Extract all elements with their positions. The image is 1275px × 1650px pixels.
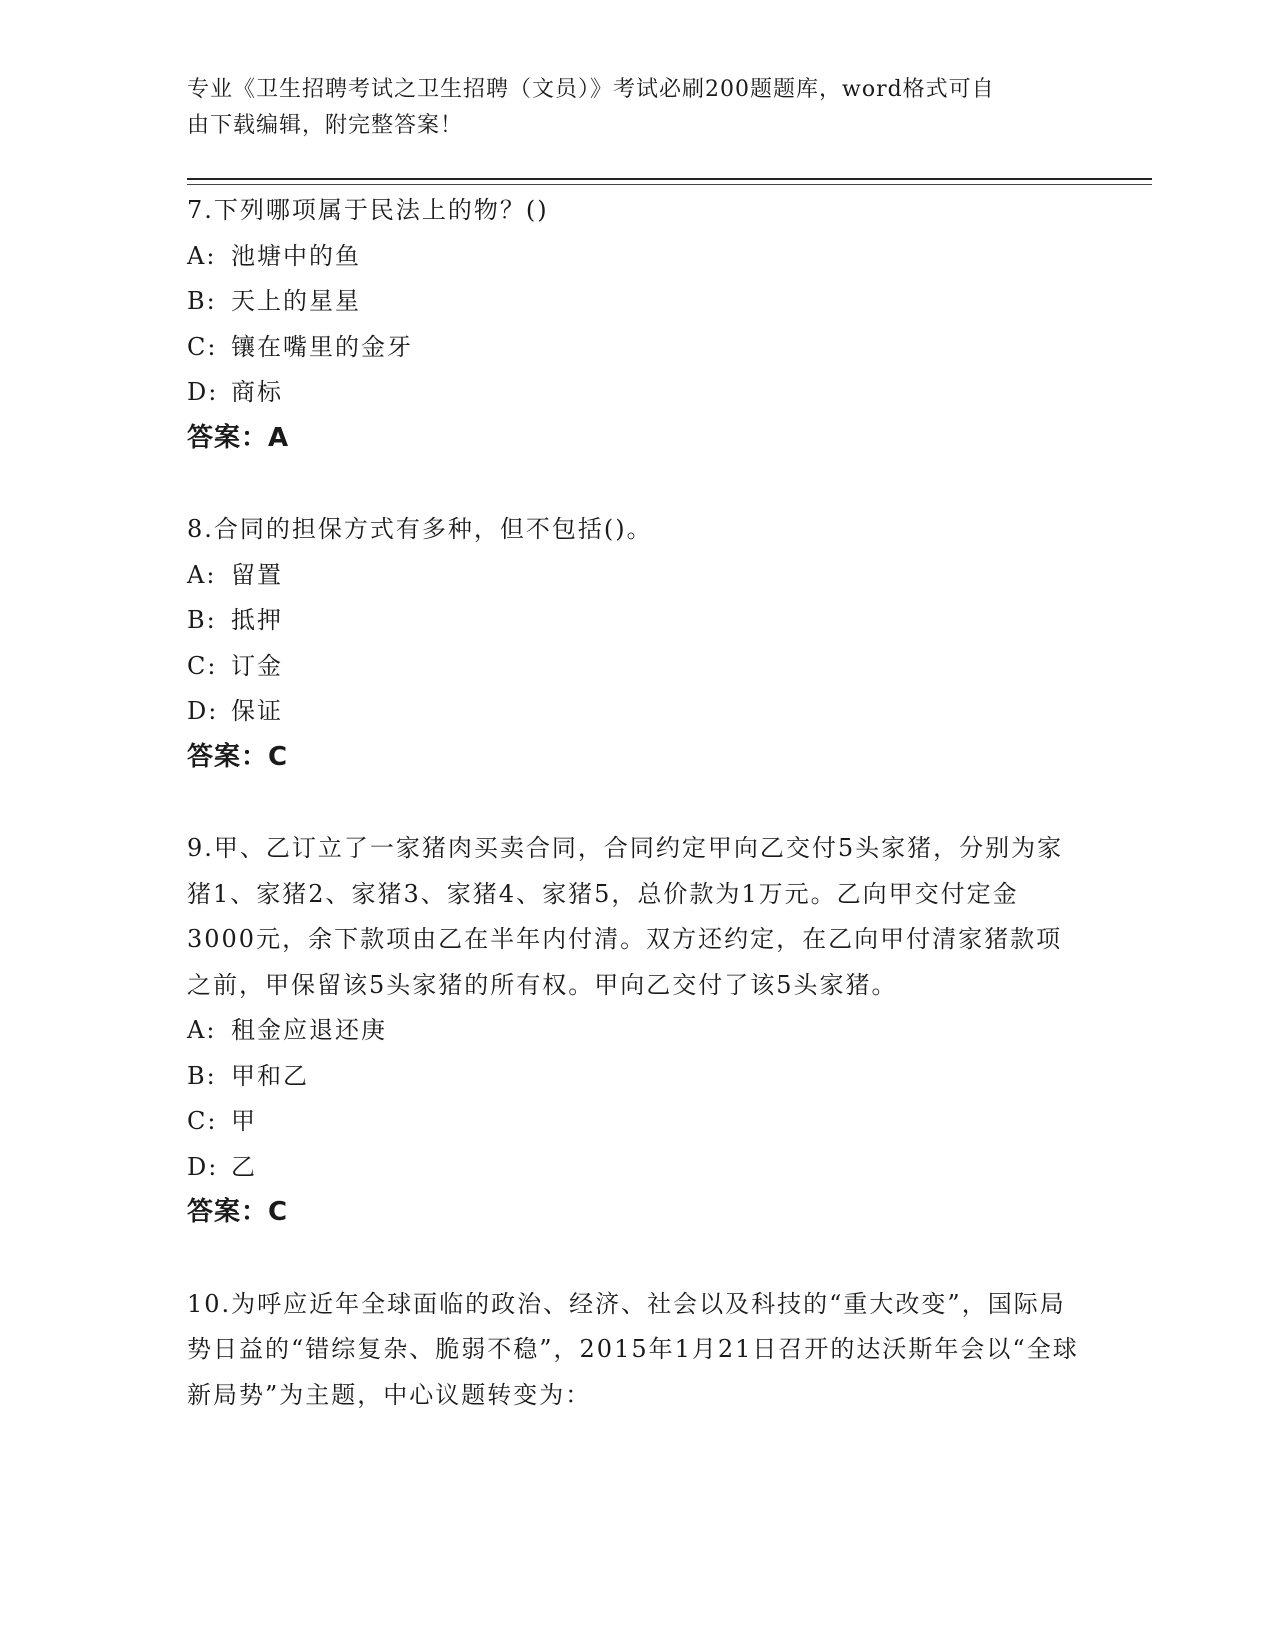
option-text: 保证	[231, 697, 283, 725]
option-letter: D:	[187, 697, 219, 725]
option-text: 镶在嘴里的金牙	[231, 332, 413, 361]
option-text: 抵押	[231, 606, 283, 634]
option-letter: D:	[187, 378, 219, 406]
option-c	[187, 325, 1087, 371]
header-line-1: 专业《卫生招聘考试之卫生招聘（文员）》考试必刷200题题库，word格式可自	[187, 77, 995, 102]
option-letter: A:	[187, 560, 217, 589]
option-letter: C:	[187, 1107, 218, 1135]
option-a	[187, 1008, 1087, 1054]
option-letter: D:	[187, 1152, 219, 1181]
question-stem: 7.下列哪项属于民法上的物？()	[187, 196, 549, 224]
option-text: 甲和乙	[231, 1061, 309, 1090]
question-list	[187, 188, 1087, 1464]
option-text: 甲	[231, 1107, 257, 1135]
option-d	[187, 370, 1087, 416]
question-8	[187, 507, 1087, 780]
header-line-2: 由下载编辑，附完整答案！	[187, 113, 464, 138]
option-a	[187, 553, 1087, 599]
document-header	[187, 72, 1067, 144]
option-a	[187, 234, 1087, 280]
answer-line: 答案：C	[187, 1197, 289, 1227]
option-d	[187, 1145, 1087, 1191]
option-b	[187, 279, 1087, 325]
option-letter: B:	[187, 287, 217, 315]
option-b	[187, 598, 1087, 644]
question-9	[187, 826, 1087, 1236]
answer-line: 答案：A	[187, 422, 290, 453]
option-text: 天上的星星	[231, 287, 361, 315]
option-text: 留置	[231, 560, 283, 589]
option-b	[187, 1054, 1087, 1100]
option-text: 商标	[231, 378, 283, 406]
option-letter: A:	[187, 241, 217, 270]
option-text: 租金应退还庚	[231, 1016, 387, 1044]
option-letter: B:	[187, 1061, 217, 1090]
option-letter: C:	[187, 651, 218, 680]
answer-line: 答案：C	[187, 741, 289, 772]
option-c	[187, 644, 1087, 690]
header-divider-thin	[187, 184, 1152, 185]
option-letter: C:	[187, 332, 218, 361]
question-stem: 9.甲、乙订立了一家猪肉买卖合同，合同约定甲向乙交付5头家猪，分别为家猪1、家猪2、家猪3、家猪4、家猪5，总价款为1万元。乙向甲交付定金3000元，余下款项由乙在半年内付清。双方还约定，在乙向甲付清家猪款项之前，甲保留该5头家猪的所有权。甲向乙交付了该5头家猪。	[187, 834, 1064, 999]
option-d	[187, 689, 1087, 735]
question-10	[187, 1282, 1087, 1419]
option-letter: B:	[187, 606, 217, 634]
question-7	[187, 188, 1087, 461]
question-stem: 10.为呼应近年全球面临的政治、经济、社会以及科技的“重大改变”，国际局势日益的“错综复杂、脆弱不稳”，2015年1月21日召开的达沃斯年会以“全球新局势”为主题，中心议题转变为：	[187, 1289, 1079, 1409]
header-divider-thick	[187, 178, 1152, 180]
option-text: 乙	[231, 1152, 257, 1181]
option-letter: A:	[187, 1016, 217, 1044]
question-stem: 8.合同的担保方式有多种，但不包括()。	[187, 515, 653, 543]
option-text: 订金	[231, 651, 283, 680]
option-c	[187, 1099, 1087, 1145]
option-text: 池塘中的鱼	[231, 241, 361, 270]
